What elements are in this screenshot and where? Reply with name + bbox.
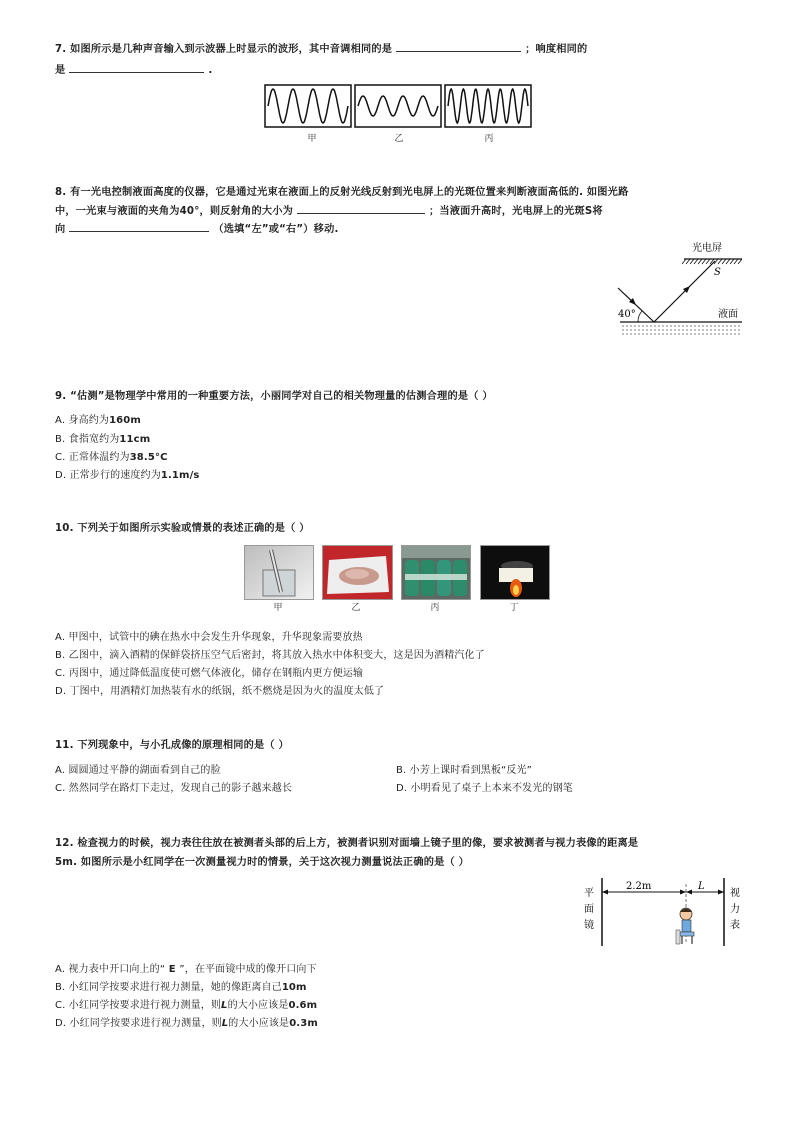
- mirror-label-1: 平: [584, 888, 594, 899]
- angle-arc: [638, 311, 642, 322]
- q11-stem: 11. 下列现象中，与小孔成像的原理相同的是（ ）: [55, 740, 289, 751]
- q10-option-a[interactable]: A. 甲图中，试管中的碘在热水中会发生升华现象，升华现象需要放热: [55, 632, 363, 643]
- q9-stem: 9. “估测”是物理学中常用的一种重要方法，小丽同学对自己的相关物理量的估测合理的是（ ）: [55, 391, 493, 402]
- chart-label-3: 表: [730, 920, 740, 931]
- q11-option-c[interactable]: C. 然然同学在路灯下走过，发现自己的影子越来越长: [55, 783, 293, 794]
- q12-option-c[interactable]: C. 小红同学按要求进行视力测量，则L的大小应该是0.6m: [55, 1000, 318, 1011]
- waveform-jia: [268, 89, 348, 123]
- q11-option-b[interactable]: B. 小芳上课时看到黑板“反光”: [396, 765, 532, 776]
- mirror-label-3: 镜: [584, 920, 594, 931]
- label-spot-s: S: [714, 267, 721, 278]
- q7-blank-loudness[interactable]: [69, 62, 204, 73]
- seated-person: [676, 908, 694, 944]
- label-angle: 40°: [618, 309, 636, 320]
- q8-stem-line2: 中，一光束与液面的夹角为40°，则反射角的大小为 ；当液面升高时，光电屏上的光斑S将: [55, 202, 603, 217]
- q9-option-d[interactable]: D. 正常步行的速度约为1.1m/s: [55, 470, 200, 481]
- label-distance: 2.2m: [626, 881, 652, 892]
- q9-option-a[interactable]: A. 身高约为160m: [55, 415, 141, 426]
- q10-caption-yi: 乙: [351, 603, 361, 613]
- q7-stem-line2: 是 .: [55, 61, 212, 76]
- q12-option-d[interactable]: D. 小红同学按要求进行视力测量，则L的大小应该是0.3m: [55, 1018, 318, 1029]
- q8-stem-line1: 8. 有一光电控制液面高度的仪器，它是通过光束在液面上的反射光线反射到光电屏上的光斑位置来判断液面高低的. 如图光路: [55, 187, 629, 198]
- q10-stem: 10. 下列关于如图所示实验或情景的表述正确的是（ ）: [55, 523, 310, 534]
- label-liquid-surface: 液面: [718, 309, 738, 320]
- q7-blank-pitch[interactable]: [396, 41, 521, 52]
- chart-label-2: 力: [730, 904, 740, 915]
- q12-stem-line2: 5m. 如图所示是小红同学在一次测量视力时的情景，关于这次视力测量说法正确的是（ ）: [55, 857, 470, 868]
- label-l: L: [698, 881, 705, 892]
- q7-caption-jia: 甲: [307, 134, 317, 144]
- q8-stem-line3: 向 （选填“左”或“右”）移动.: [55, 220, 339, 235]
- q9-option-b[interactable]: B. 食指宽约为11cm: [55, 434, 151, 445]
- q11-option-a[interactable]: A. 圆圆通过平静的湖面看到自己的脸: [55, 765, 221, 776]
- label-photo-screen: 光电屏: [692, 243, 722, 254]
- chart-label-1: 视: [730, 888, 740, 899]
- q10-photo-ding: [480, 545, 550, 600]
- q7-caption-yi: 乙: [394, 134, 404, 144]
- waveform-yi: [358, 96, 438, 116]
- q10-photo-jia: [244, 545, 314, 600]
- waveform-bing: [448, 89, 528, 123]
- q7-caption-bing: 丙: [484, 134, 494, 144]
- q12-option-b[interactable]: B. 小红同学按要求进行视力测量，她的像距离自己10m: [55, 982, 307, 993]
- q10-option-c[interactable]: C. 丙图中，通过降低温度使可燃气体液化，储存在钢瓶内更方便运输: [55, 668, 364, 679]
- q10-caption-ding: 丁: [509, 603, 519, 613]
- mirror-label-2: 面: [584, 904, 594, 915]
- q12-stem-line1: 12. 检查视力的时候，视力表往往放在被测者头部的后上方，被测者识别对面墙上镜子里的像，要求被测者与视力表像的距离是: [55, 838, 639, 849]
- q12-eye-chart-diagram: [578, 874, 748, 950]
- q10-caption-jia: 甲: [273, 603, 283, 613]
- q9-option-c[interactable]: C. 正常体温约为38.5°C: [55, 452, 168, 463]
- q8-blank-reflection-angle[interactable]: [297, 203, 425, 214]
- q8-light-path-diagram: [610, 238, 750, 338]
- q10-option-b[interactable]: B. 乙图中，滴入酒精的保鲜袋挤压空气后密封，将其放入热水中体积变大，这是因为酒精汽化了: [55, 650, 485, 661]
- q12-option-a[interactable]: A. 视力表中开口向上的“ E ”，在平面镜中成的像开口向下: [55, 964, 317, 975]
- q10-caption-bing: 丙: [430, 603, 440, 613]
- q10-photo-yi: [322, 545, 393, 600]
- liquid-dashes: [622, 326, 740, 334]
- q8-blank-direction[interactable]: [69, 221, 209, 232]
- q7-stem-line1: 7. 如图所示是几种声音输入到示波器上时显示的波形，其中音调相同的是 ；响度相同的: [55, 40, 587, 55]
- q10-option-d[interactable]: D. 丁图中，用酒精灯加热装有水的纸锅，纸不燃烧是因为火的温度太低了: [55, 686, 385, 697]
- q11-option-d[interactable]: D. 小明看见了桌子上本来不发光的钢笔: [396, 783, 573, 794]
- q10-photo-bing: [401, 545, 471, 600]
- reflected-ray: [654, 261, 715, 322]
- q7-waveform-figure: [264, 84, 536, 130]
